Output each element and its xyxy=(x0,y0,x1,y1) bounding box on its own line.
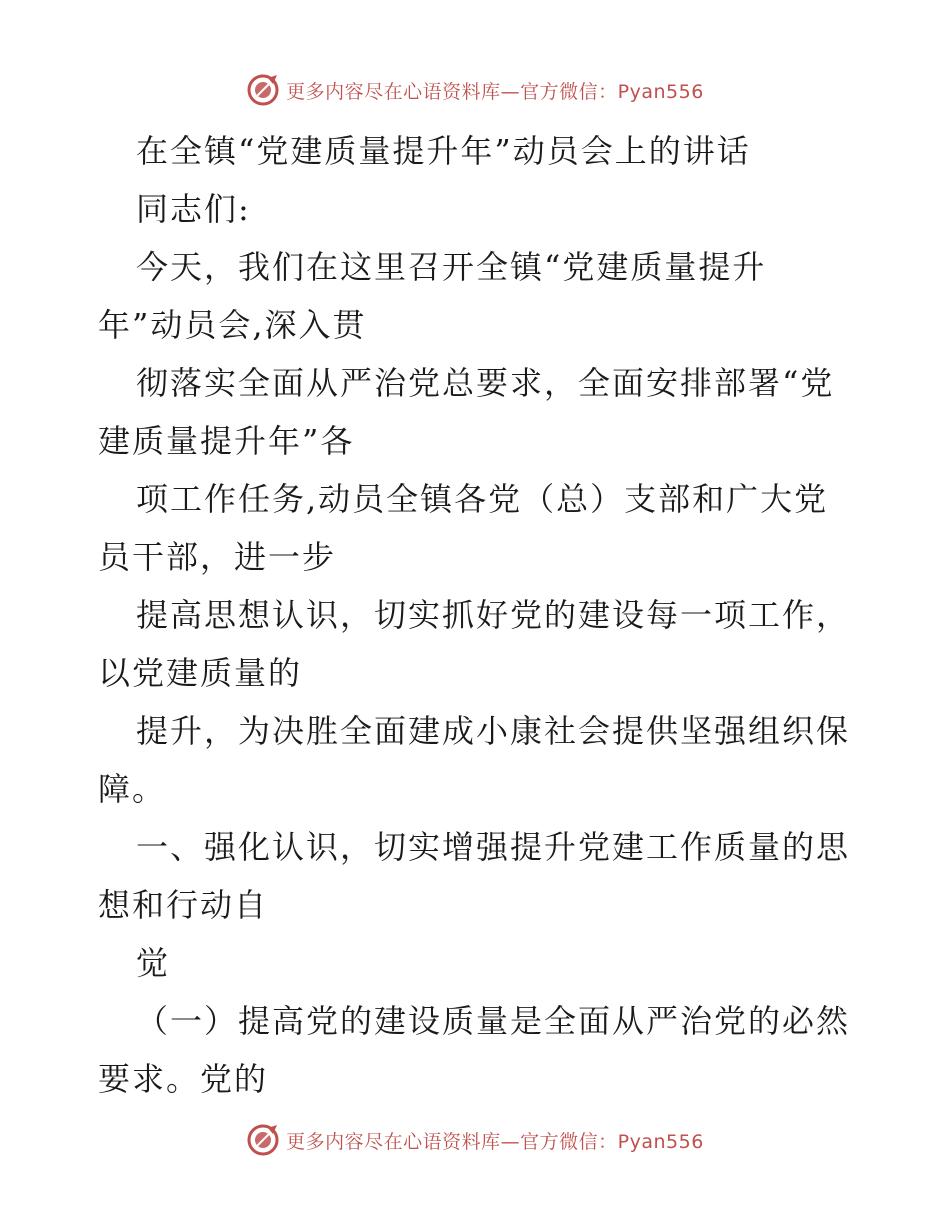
document-body xyxy=(98,122,858,1108)
watermark-text: 更多内容尽在心语资料库—官方微信：Pyan556 xyxy=(286,1130,704,1153)
section-heading: 想和行动自 xyxy=(98,886,269,924)
watermark-text: 更多内容尽在心语资料库—官方微信：Pyan556 xyxy=(286,80,704,103)
paragraph-line: 障。 xyxy=(98,770,167,808)
paragraph-line: 彻落实全面从严治党总要求，全面安排部署“党 xyxy=(136,364,835,402)
section-heading: 一、强化认识，切实增强提升党建工作质量的思 xyxy=(136,828,851,866)
section-heading: 觉 xyxy=(136,944,171,982)
paragraph-line: 提升，为决胜全面建成小康社会提供坚强组织保 xyxy=(136,712,851,750)
paragraph-line: 项工作任务,动员全镇各党（总）支部和广大党 xyxy=(136,480,829,518)
pen-seal-icon xyxy=(246,1123,280,1157)
paragraph-line: 以党建质量的 xyxy=(98,654,303,692)
document-title: 在全镇“党建质量提升年”动员会上的讲话 xyxy=(136,132,751,170)
paragraph-line: 建质量提升年”各 xyxy=(98,422,355,460)
header-watermark xyxy=(0,70,950,110)
paragraph-line: 今天，我们在这里召开全镇“党建质量提升 xyxy=(136,248,767,286)
paragraph-line: 员干部，进一步 xyxy=(98,538,337,576)
paragraph-line: 提高思想认识，切实抓好党的建设每一项工作， xyxy=(136,596,851,634)
salutation: 同志们: xyxy=(136,190,251,228)
pen-seal-icon xyxy=(246,73,280,107)
subsection-heading: （一）提高党的建设质量是全面从严治党的必然 xyxy=(136,1002,851,1040)
paragraph-line: 要求。党的 xyxy=(98,1060,269,1098)
footer-watermark xyxy=(0,1120,950,1160)
paragraph-line: 年”动员会,深入贯 xyxy=(98,306,367,344)
